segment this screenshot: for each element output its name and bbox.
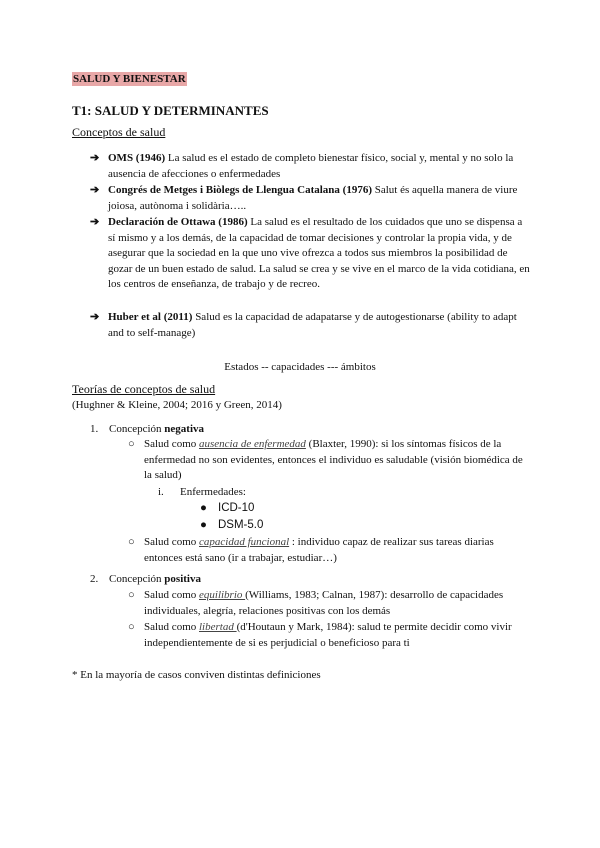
list-item: ○ Salud como capacidad funcional : individuo capaz de realizar sus tareas diarias entonces está sano (ir a trabajar, estudiar…) [128,536,494,564]
list-number: 2. [90,573,99,585]
list-item: ○ Salud como libertad (d'Houtaun y Mark, 1984): salud te permite decidir como vivir independientemente de si es perjudicial o beneficioso para ti [128,621,512,649]
key-term: equilibrio [199,589,246,601]
section-heading: T1: SALUD Y DETERMINANTES [72,103,269,118]
dot-bullet-icon: ● [200,502,207,514]
disease-item: ● DSM-5.0 [200,517,263,534]
arrow-icon: ➔ [90,152,100,164]
definition-item [90,215,530,293]
definition-item [90,151,530,182]
estados-line: Estados -- capacidades --- ámbitos [224,361,376,373]
definition-source: Declaración de Ottawa (1986) [108,216,248,228]
key-term: libertad [199,621,237,633]
circle-bullet-icon: ○ [128,438,135,450]
concepcion-negativa: 1. Concepción negativa [90,423,205,435]
definition-source: Congrés de Metges i Biòlegs de Llengua Catalana (1976) [108,184,372,196]
concepcion-positiva: 2. Concepción positiva [90,573,201,585]
list-number: 1. [90,423,99,435]
roman-list-item: i. Enfermedades: [158,486,246,498]
definition-source: OMS (1946) [108,152,166,164]
arrow-icon: ➔ [90,216,100,228]
definition-item [90,183,530,214]
key-term: capacidad funcional [199,536,290,548]
definition-text: La salud es el estado de completo bienestar físico, social y, mental y no solo la ausencia de afecciones o enfermedades [108,152,514,180]
list-number: i. [158,486,164,498]
circle-bullet-icon: ○ [128,589,135,601]
dot-bullet-icon: ● [200,519,207,531]
circle-bullet-icon: ○ [128,621,135,633]
disease-item: ● ICD-10 [200,500,254,517]
teorias-references: (Hughner & Kleine, 2004; 2016 y Green, 2014) [72,399,282,411]
definition-item [90,310,530,341]
list-item: ○ Salud como ausencia de enfermedad (Blaxter, 1990): si los síntomas físicos de la enfermedad no son evidentes, entonces el individuo es saludable (visión biomédica de la salud) [128,438,523,481]
list-item: ○ Salud como equilibrio (Williams, 1983; Calnan, 1987): desarrollo de capacidades individuales, alegría, relaciones positivas con los demás [128,589,504,617]
key-term: ausencia de enfermedad [199,438,306,450]
definition-text: Salud es la capacidad de adapatarse y de autogestionarse (ability to adapt and to self-manage) [108,311,517,339]
circle-bullet-icon: ○ [128,536,135,548]
definition-source: Huber et al (2011) [108,311,193,323]
definition-text: Salut és aquella manera de viure joiosa, autònoma i solidària….. [108,184,518,212]
footnote: * En la mayoría de casos conviven distintas definiciones [72,669,321,681]
teorias-heading: Teorías de conceptos de salud [72,382,216,396]
document-title: SALUD Y BIENESTAR [73,73,186,85]
definition-text: La salud es el resultado de los cuidados que uno se dispensa a sí mismo y a los demás, de la capacidad de tomar decisiones y controlar la propia vida, y de asegurar que la sociedad en la que uno vive ofrezca a todos sus miembros la posibilidad de gozar de un buen estado de salud. La salud se crea y se vive en el marco de la vida cotidiana, en los centros de enseñanza, de trabajo y de recreo. [108,216,530,290]
arrow-icon: ➔ [90,184,100,196]
conceptos-heading: Conceptos de salud [72,125,166,139]
arrow-icon: ➔ [90,311,100,323]
